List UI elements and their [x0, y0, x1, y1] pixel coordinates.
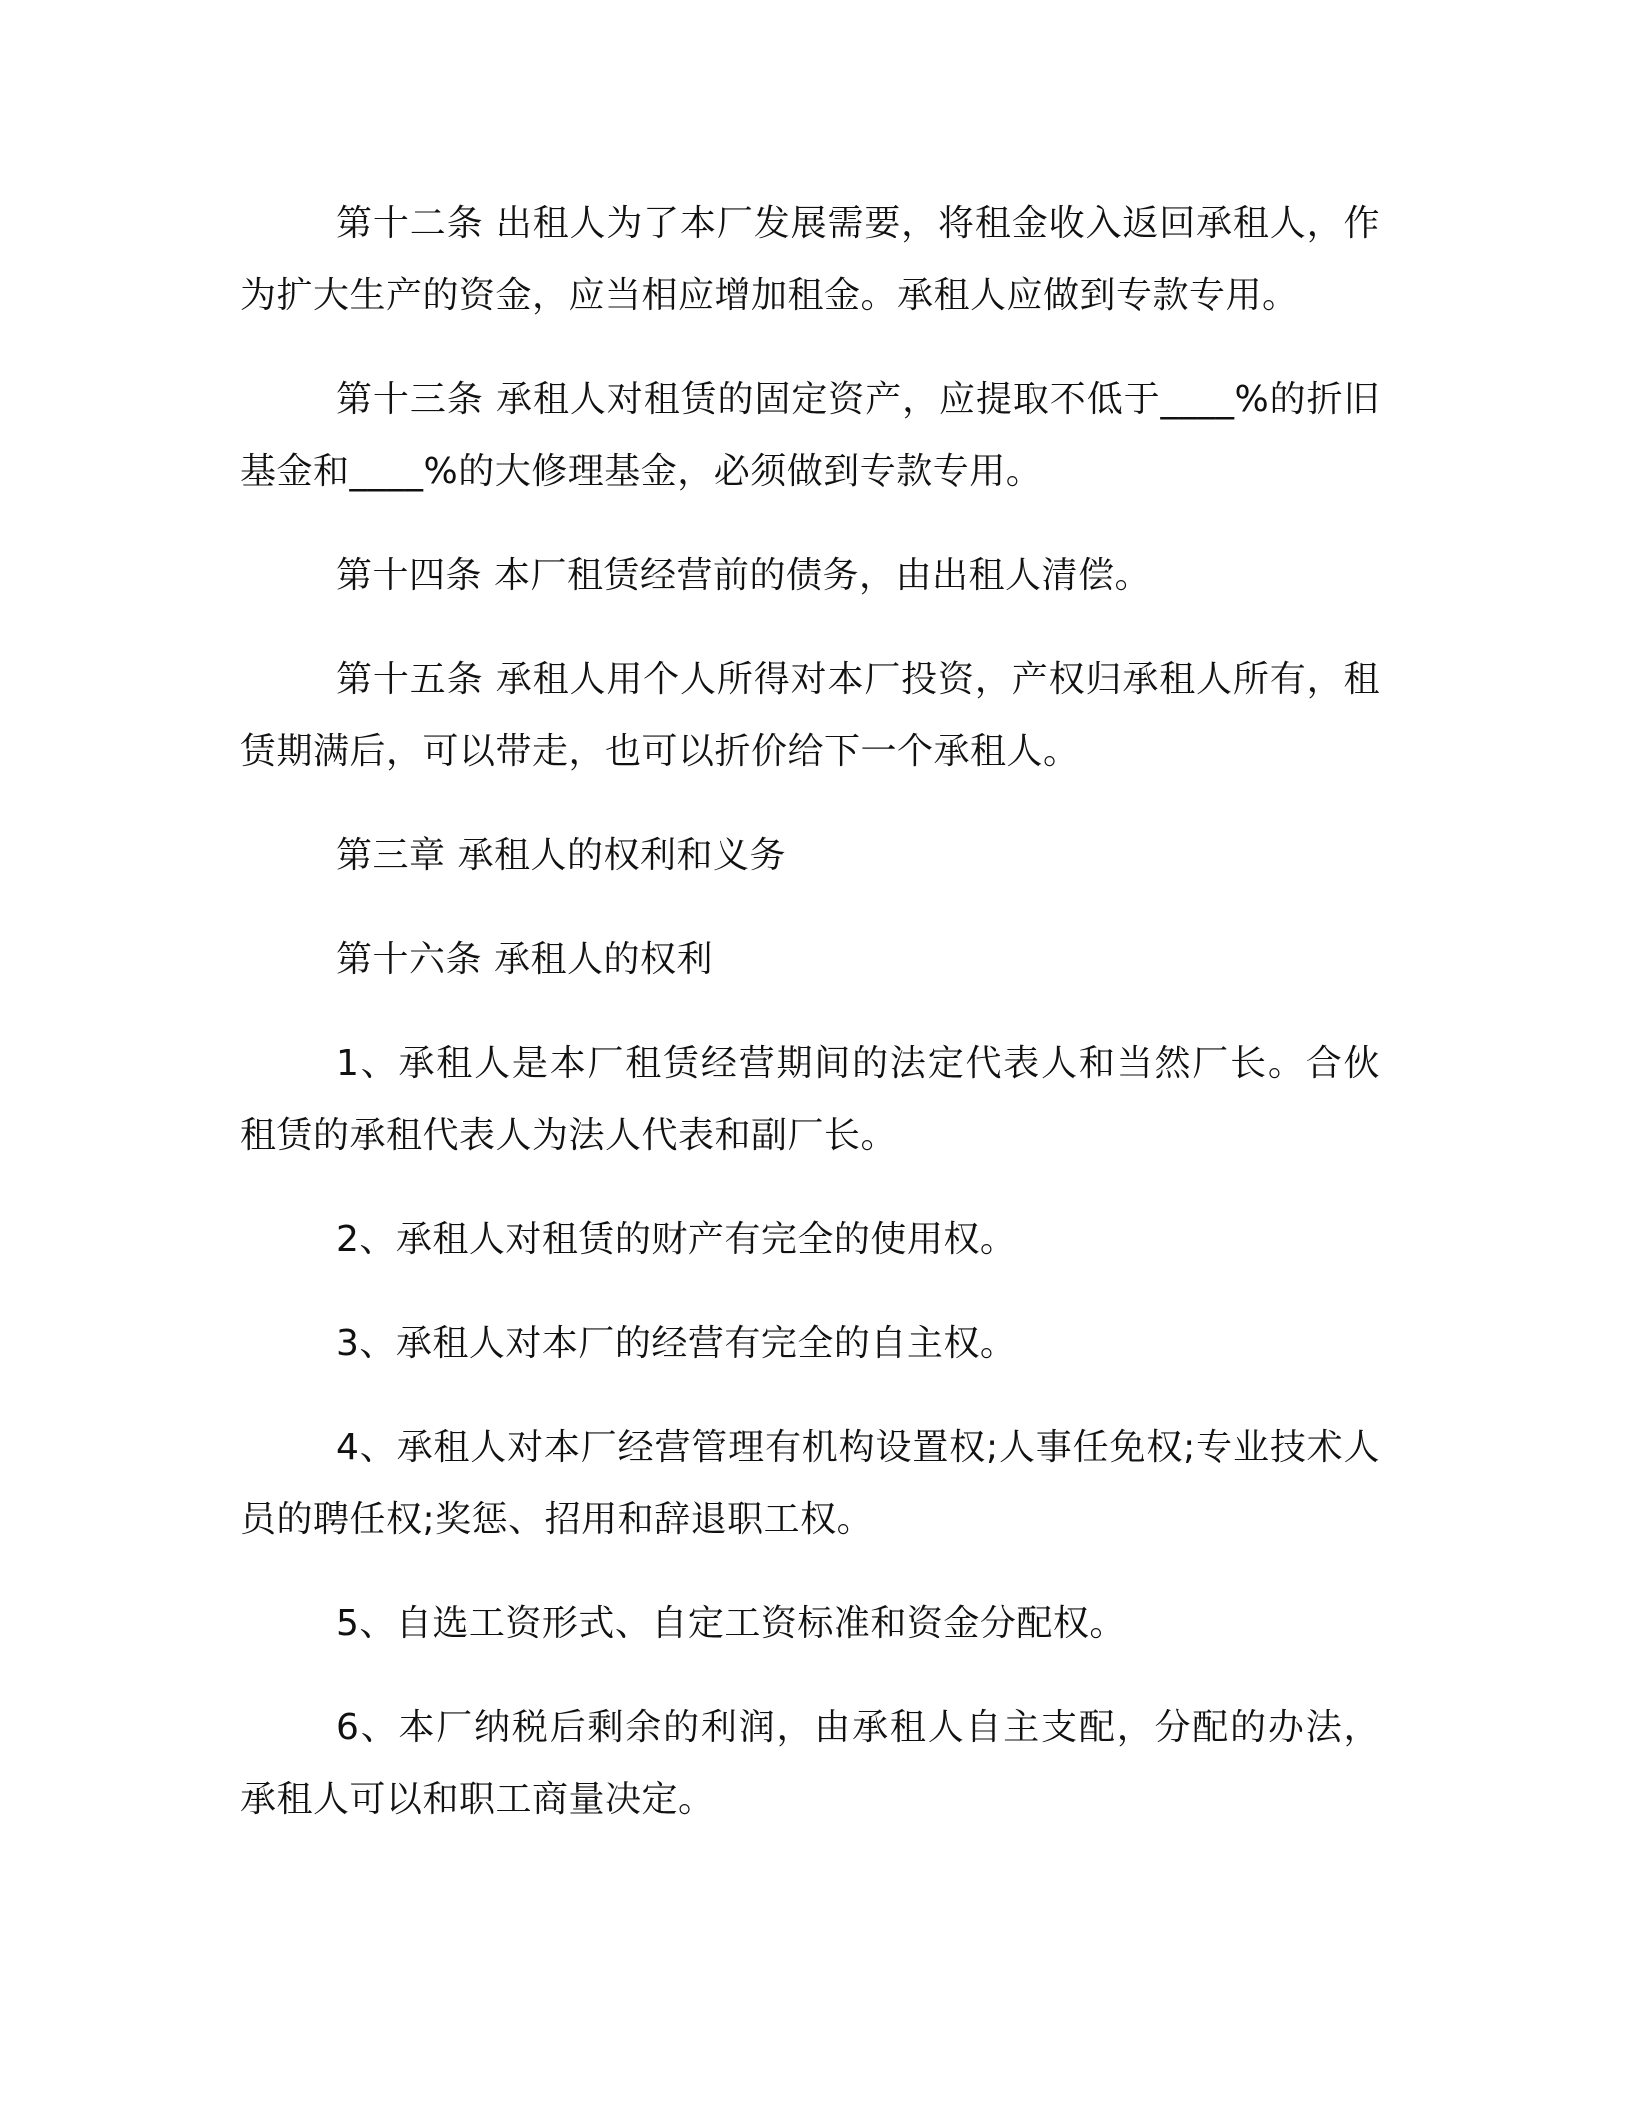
right-item-2: 2、承租人对租赁的财产有完全的使用权。 — [336, 1219, 1017, 1260]
right-item-3: 3、承租人对本厂的经营有完全的自主权。 — [336, 1323, 1017, 1364]
chapter-3-heading: 第三章 承租人的权利和义务 — [336, 835, 786, 876]
article-14-paragraph: 第十四条 本厂租赁经营前的债务，由出租人清偿。 — [336, 555, 1151, 596]
right-item-6: 6、本厂纳税后剩余的利润，由承租人自主支配，分配的办法，承租人可以和职工商量决定。 — [240, 1707, 1380, 1820]
article-13-paragraph: 第十三条 承租人对租赁的固定资产，应提取不低于____%的折旧基金和____%的大修理基金，必须做到专款专用。 — [240, 379, 1380, 492]
right-item-1: 1、承租人是本厂租赁经营期间的法定代表人和当然厂长。合伙租赁的承租代表人为法人代表和副厂长。 — [240, 1043, 1380, 1156]
article-15-paragraph: 第十五条 承租人用个人所得对本厂投资，产权归承租人所有，租赁期满后，可以带走，也可以折价给下一个承租人。 — [240, 659, 1380, 772]
document-body — [240, 188, 1380, 1868]
right-item-5: 5、自选工资形式、自定工资标准和资金分配权。 — [336, 1603, 1126, 1644]
article-12-paragraph: 第十二条 出租人为了本厂发展需要，将租金收入返回承租人，作为扩大生产的资金，应当相应增加租金。承租人应做到专款专用。 — [240, 203, 1380, 316]
article-16-heading: 第十六条 承租人的权利 — [336, 939, 713, 980]
right-item-4: 4、承租人对本厂经营管理有机构设置权;人事任免权;专业技术人员的聘任权;奖惩、招用和辞退职工权。 — [240, 1427, 1380, 1540]
